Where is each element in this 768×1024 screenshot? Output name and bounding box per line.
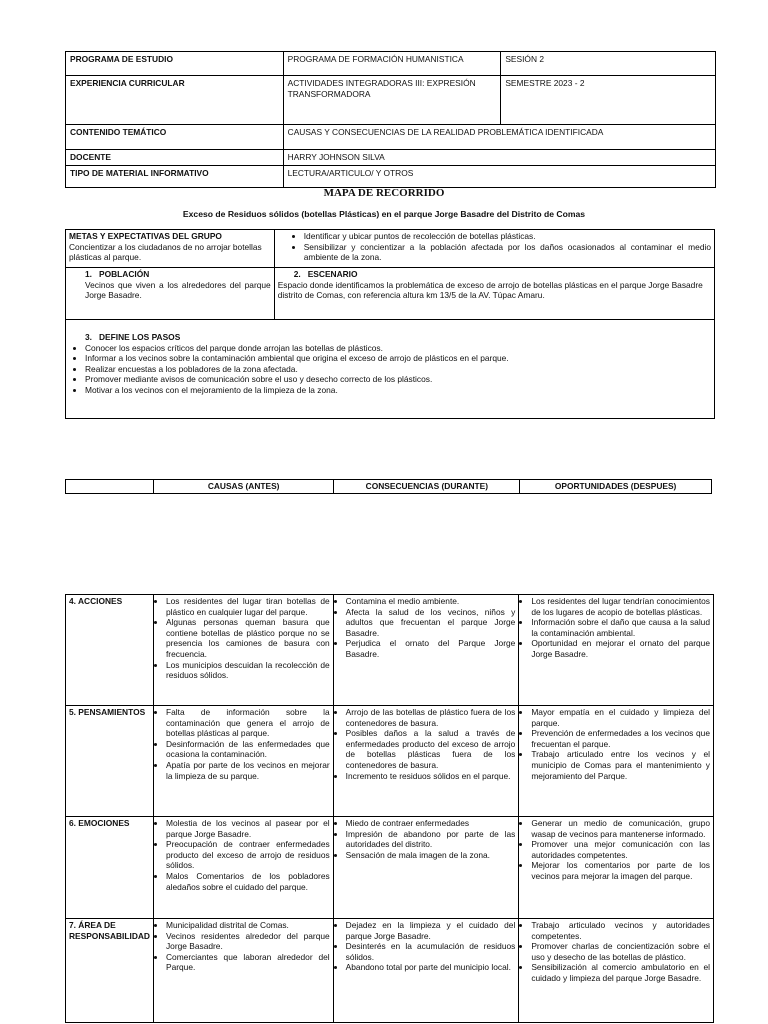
oportunidades-item: • Prevención de enfermedades a los vecinos que frecuentan el parque.: [531, 728, 710, 749]
pasos-heading: DEFINE LOS PASOS: [99, 332, 181, 342]
oportunidades-item: • Trabajo articulado entre los vecinos y el municipio de Comas para el mantenimiento y mejoramiento del Parque.: [531, 749, 710, 781]
oportunidades-item: • Promover charlas de concientización sobre el uso y desecho de las botellas de plástico.: [531, 941, 710, 962]
value-semestre: SEMESTRE 2023 - 2: [501, 76, 716, 125]
label-tipo-material: TIPO DE MATERIAL INFORMATIVO: [66, 165, 284, 187]
pasos-number: 3.: [85, 332, 92, 342]
consecuencias-item: • Contamina el medio ambiente.: [346, 596, 516, 607]
row-label: 5. PENSAMIENTOS: [66, 706, 154, 817]
journey-row: [66, 595, 714, 706]
oportunidades-item: • Mejorar los comentarios por parte de los vecinos para mejorar la imagen del parque.: [531, 860, 710, 881]
value-docente: HARRY JOHNSON SILVA: [283, 150, 715, 166]
escenario-heading: ESCENARIO: [307, 269, 358, 279]
journey-row: [66, 706, 714, 817]
oportunidades-cell: [519, 595, 714, 706]
label-contenido: CONTENIDO TEMÁTICO: [66, 125, 284, 150]
empty-header-cell: [66, 480, 154, 494]
column-header-oportunidades: OPORTUNIDADES (DESPUES): [520, 480, 712, 494]
oportunidades-cell: [519, 919, 714, 1023]
consecuencias-cell: [333, 817, 519, 919]
label-experiencia: EXPERIENCIA CURRICULAR: [66, 76, 284, 125]
causas-item: • Preocupación de contraer enfermedades producto del exceso de arrojo de residuos sólidos.: [166, 839, 330, 871]
document-subtitle: Exceso de Residuos sólidos (botellas Plásticas) en el parque Jorge Basadre del Distrito de Comas: [182, 209, 586, 219]
paso-item: • Motivar a los vecinos con el mejoramiento de la limpieza de la zona.: [85, 385, 711, 396]
row-label: 7. ÁREA DE RESPONSABILIDAD: [66, 919, 154, 1023]
metas-cell: [66, 230, 275, 268]
poblacion-cell: [66, 268, 275, 320]
course-info-table: [65, 51, 716, 188]
value-sesion: SESIÓN 2: [501, 52, 716, 76]
oportunidades-item: • Generar un medio de comunicación, grupo wasap de vecinos para mantenerse informado.: [531, 818, 710, 839]
escenario-text: Espacio donde identificamos la problemática de exceso de arrojo de botellas plásticas en el parque Jorge Basadre distrito de Comas, con referencia altura km 13/5 de la AV. Túpac Amaru.: [277, 279, 703, 301]
oportunidades-cell: [519, 817, 714, 919]
causas-item: • Los residentes del lugar tiran botellas de plástico en cualquier lugar del parque.: [166, 596, 330, 617]
causas-cell: [153, 919, 333, 1023]
consecuencias-item: • Desinterés en la acumulación de residuos sólidos.: [346, 941, 516, 962]
causas-item: • Apatía por parte de los vecinos en mejorar la limpieza de su parque.: [166, 760, 330, 781]
paso-item: • Conocer los espacios críticos del parque donde arrojan las botellas de plásticos.: [85, 343, 711, 354]
consecuencias-cell: [333, 595, 519, 706]
value-tipo-material: LECTURA/ARTICULO/ Y OTROS: [283, 165, 715, 187]
causas-item: • Algunas personas queman basura que contiene botellas de plástico porque no se presencia los camiones de basura con frecuencia.: [166, 617, 330, 659]
escenario-number: 2.: [293, 269, 301, 279]
label-programa: PROGRAMA DE ESTUDIO: [66, 52, 284, 76]
causas-item: • Falta de información sobre la contaminación que genera el arrojo de botellas plásticas al parque.: [166, 707, 330, 739]
metas-bullet: • Sensibilizar y concientizar a la población afectada por los daños ocasionados al contaminar el medio ambiente de la zona.: [304, 242, 711, 263]
metas-heading: METAS Y EXPECTATIVAS DEL GRUPO: [69, 231, 222, 241]
causas-item: • Molestia de los vecinos al pasear por el parque Jorge Basadre.: [166, 818, 330, 839]
oportunidades-item: • Mayor empatía en el cuidado y limpieza del parque.: [531, 707, 710, 728]
causas-item: • Comerciantes que laboran alrededor del Parque.: [166, 952, 330, 973]
oportunidades-item: • Sensibilización al comercio ambulatorio en el cuidado y limpieza del parque Jorge Basadre.: [531, 962, 710, 983]
causas-cell: [153, 595, 333, 706]
row-label: 6. EMOCIONES: [66, 817, 154, 919]
paso-item: • Informar a los vecinos sobre la contaminación ambiental que origina el exceso de arrojo de plásticos en el parque.: [85, 353, 711, 364]
column-header-consecuencias: CONSECUENCIAS (DURANTE): [334, 480, 520, 494]
causas-item: • Los municipios descuidan la recolección de residuos sólidos.: [166, 660, 330, 681]
consecuencias-item: • Perjudica el ornato del Parque Jorge Basadre.: [346, 638, 516, 659]
consecuencias-item: • Miedo de contraer enfermedades: [346, 818, 516, 829]
paso-item: • Promover mediante avisos de comunicación sobre el uso y desecho correcto de los plásticos.: [85, 374, 711, 385]
consecuencias-item: • Posibles daños a la salud a través de enfermedades producto del exceso de arrojo de botellas plásticas fuera de los contenedores de basura.: [346, 728, 516, 770]
metas-text: Concientizar a los ciudadanos de no arrojar botellas plásticas al parque.: [69, 241, 262, 263]
poblacion-heading: POBLACIÓN: [99, 269, 150, 279]
causas-item: • Municipalidad distrital de Comas.: [166, 920, 330, 931]
consecuencias-item: • Arrojo de las botellas de plástico fuera de los contenedores de basura.: [346, 707, 516, 728]
journey-map-table: [65, 594, 714, 1023]
journey-row: [66, 919, 714, 1023]
consecuencias-item: • Impresión de abandono por parte de las autoridades del distrito.: [346, 829, 516, 850]
consecuencias-item: • Incremento te residuos sólidos en el parque.: [346, 771, 516, 782]
value-experiencia: ACTIVIDADES INTEGRADORAS III: EXPRESIÓN TRANSFORMADORA: [283, 76, 501, 125]
causas-item: • Malos Comentarios de los pobladores aledaños sobre el cuidado del parque.: [166, 871, 330, 892]
oportunidades-item: • Información sobre el daño que causa a la salud la contaminación ambiental.: [531, 617, 710, 638]
consecuencias-item: • Abandono total por parte del municipio local.: [346, 962, 516, 973]
oportunidades-item: • Oportunidad en mejorar el ornato del parque Jorge Basadre.: [531, 638, 710, 659]
metas-bullets-cell: [274, 230, 714, 268]
oportunidades-item: • Trabajo articulado vecinos y autoridades competentes.: [531, 920, 710, 941]
paso-item: • Realizar encuestas a los pobladores de la zona afectada.: [85, 364, 711, 375]
escenario-cell: [274, 268, 714, 320]
value-contenido: CAUSAS Y CONSECUENCIAS DE LA REALIDAD PROBLEMÁTICA IDENTIFICADA: [283, 125, 715, 150]
consecuencias-cell: [333, 919, 519, 1023]
poblacion-text: Vecinos que viven a los alrededores del parque Jorge Basadre.: [85, 279, 271, 301]
oportunidades-item: • Promover una mejor comunicación con las autoridades competentes.: [531, 839, 710, 860]
poblacion-number: 1.: [85, 269, 92, 279]
causas-item: • Vecinos residentes alrededor del parque Jorge Basadre.: [166, 931, 330, 952]
journey-row: [66, 817, 714, 919]
causas-cell: [153, 706, 333, 817]
oportunidades-item: • Los residentes del lugar tendrían conocimientos de los lugares de acopio de botellas plásticas.: [531, 596, 710, 617]
value-programa: PROGRAMA DE FORMACIÓN HUMANISTICA: [283, 52, 501, 76]
row-label: 4. ACCIONES: [66, 595, 154, 706]
consecuencias-item: • Afecta la salud de los vecinos, niños y adultos que frecuentan el parque Jorge Basadre.: [346, 607, 516, 639]
metas-bullet: • Identificar y ubicar puntos de recolección de botellas plásticas.: [304, 231, 711, 242]
column-header-causas: CAUSAS (ANTES): [153, 480, 334, 494]
journey-setup-table: [65, 229, 715, 419]
label-docente: DOCENTE: [66, 150, 284, 166]
oportunidades-cell: [519, 706, 714, 817]
consecuencias-item: • Dejadez en la limpieza y el cuidado del parque Jorge Basadre.: [346, 920, 516, 941]
causas-item: • Desinformación de las enfermedades que ocasiona la contaminación.: [166, 739, 330, 760]
document-title: MAPA DE RECORRIDO: [323, 187, 445, 199]
column-header-table: [65, 479, 712, 494]
causas-cell: [153, 817, 333, 919]
consecuencias-item: • Sensación de mala imagen de la zona.: [346, 850, 516, 861]
consecuencias-cell: [333, 706, 519, 817]
pasos-cell: [66, 320, 715, 419]
